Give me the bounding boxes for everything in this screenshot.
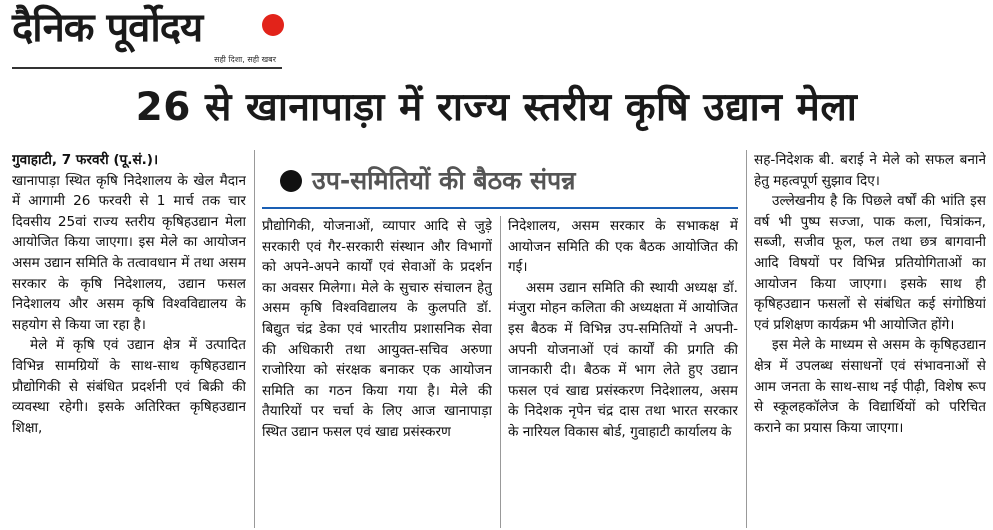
- newspaper-tagline: सही दिशा, सही खबर: [214, 55, 276, 64]
- article-column-2: [262, 216, 492, 528]
- column-divider: [746, 150, 747, 528]
- column-divider: [254, 150, 255, 528]
- masthead-divider: [12, 67, 282, 69]
- dateline-paragraph: [12, 150, 246, 171]
- article-paragraph: प्रौद्योगिकी, योजनाओं, व्यापार आदि से जुड़े सरकारी एवं गैर-सरकारी संस्थान और विभागों को अपने-अपने कार्यों एवं सेवाओं के प्रदर्शन का अवसर मिलेगा। मेले के सुचारु संचालन हेतु असम कृषि विश्वविद्यालय के कुलपति डॉ. बिद्युत चंद्र डेका एवं भारतीय प्रशासनिक सेवा की अधिकारी तथा आयुक्त-सचिव अरुणा राजोरिया को संरक्षक बनाकर एक आयोजन समिति का गठन किया गया है। मेले की तैयारियों पर चर्चा के लिए आज खानापाड़ा स्थित उद्यान फसल एवं खाद्य प्रसंस्करण: [262, 218, 492, 440]
- article-paragraph: उल्लेखनीय है कि पिछले वर्षों की भांति इस वर्ष भी पुष्प सज्जा, पाक कला, चित्रांकन, सब्जी, सजीव फूल, फल तथा छत्र बागवानी आदि विषयों पर विभिन्न प्रतियोगिताओं का आयोजन किया जाएगा। इसके साथ ही कृषिहउद्यान फसलों से संबंधित कई संगोष्ठियां एवं प्रशिक्षण कार्यक्रम भी आयोजित होंगे।: [754, 193, 986, 333]
- subheadline-box: [270, 160, 738, 204]
- article-column-1: [12, 150, 246, 528]
- article-column-3: [508, 216, 738, 528]
- article-paragraph: सह-निदेशक बी. बराई ने मेले को सफल बनाने हेतु महत्वपूर्ण सुझाव दिए।: [754, 152, 986, 189]
- dateline: गुवाहाटी, 7 फरवरी (पू.सं.)।: [12, 152, 159, 168]
- masthead: [12, 4, 282, 70]
- bullet-icon: [280, 170, 302, 192]
- article-column-4: [754, 150, 986, 528]
- article-paragraph: खानापाड़ा स्थित कृषि निदेशालय के खेल मैदान में आगामी 26 फरवरी से 1 मार्च तक चार दिवसीय 25वां राज्य स्तरीय कृषिहउद्यान मेला आयोजित किया जाएगा। इस मेले का आयोजन असम उद्यान समिति के तत्वावधान में तथा असम सरकार के कृषि निदेशालय, उद्यान फसल निदेशालय और असम कृषि विश्वविद्यालय के सहयोग से किया जा रहा है।: [12, 172, 246, 333]
- article-paragraph: मेले में कृषि एवं उद्यान क्षेत्र में उत्पादित विभिन्न सामग्रियों के साथ-साथ कृषिहउद्यान प्रौद्योगिकी से संबंधित प्रदर्शनी एवं बिक्री की व्यवस्था रहेगी। इसके अतिरिक्त कृषिहउद्यान शिक्षा,: [12, 337, 246, 436]
- subheadline: उप-समितियों की बैठक संपन्न: [312, 166, 576, 195]
- article-paragraph: इस मेले के माध्यम से असम के कृषिहउद्यान क्षेत्र में उपलब्ध संसाधनों एवं संभावनाओं से आम जनता के साथ-साथ नई पीढ़ी, विशेष रूप से स्कूलहकॉलेज के विद्यार्थियों को परिचित कराने का प्रयास किया जाएगा।: [754, 337, 986, 436]
- subheadline-underline: [262, 207, 738, 209]
- article-paragraph: निदेशालय, असम सरकार के सभाकक्ष में आयोजन समिति की एक बैठक आयोजित की गई।: [508, 218, 738, 276]
- logo-red-dot-icon: [262, 14, 284, 36]
- article-paragraph: असम उद्यान समिति की स्थायी अध्यक्ष डॉ. मंजुरा मोहन कलिता की अध्यक्षता में आयोजित इस बैठक में विभिन्न उप-समितियों ने अपनी-अपनी योजनाओं एवं कार्यों की प्रगति की जानकारी दी। बैठक में भाग लेते हुए उद्यान फसल एवं खाद्य प्रसंस्करण निदेशालय, असम के निदेशक नृपेन चंद्र दास तथा भारत सरकार के नारियल विकास बोर्ड, गुवाहाटी कार्यालय के: [508, 279, 738, 440]
- column-divider: [500, 216, 501, 528]
- newspaper-logo-title: दैनिक पूर्वोदय: [12, 5, 203, 51]
- article-headline: 26 से खानापाड़ा में राज्य स्तरीय कृषि उद्यान मेला: [135, 85, 858, 130]
